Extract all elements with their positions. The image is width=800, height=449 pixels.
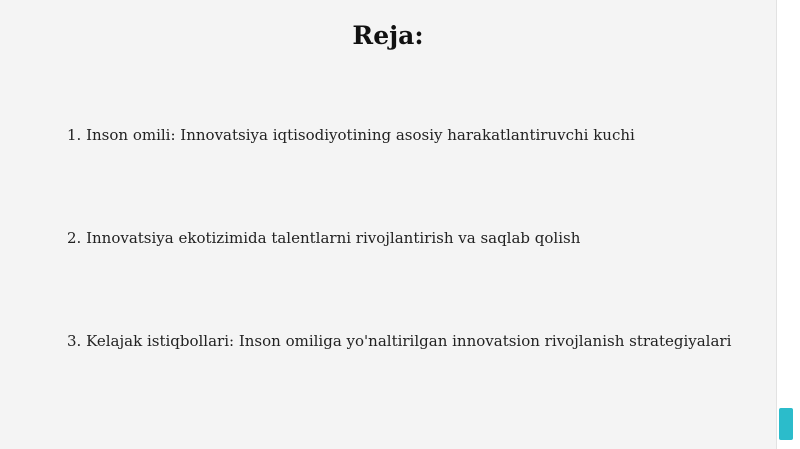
slide-title: Reja: (352, 21, 424, 50)
plan-item-1: 1. Inson omili: Innovatsiya iqtisodiyotining asosiy harakatlantiruvchi kuchi (67, 126, 635, 144)
plan-item-3: 3. Kelajak istiqbollari: Inson omiliga yo'naltirilgan innovatsion rivojlanish strategiyalari (67, 332, 732, 350)
vertical-scrollbar[interactable] (776, 0, 800, 449)
scrollbar-thumb[interactable] (779, 408, 793, 440)
plan-item-2: 2. Innovatsiya ekotizimida talentlarni rivojlantirish va saqlab qolish (67, 229, 581, 247)
